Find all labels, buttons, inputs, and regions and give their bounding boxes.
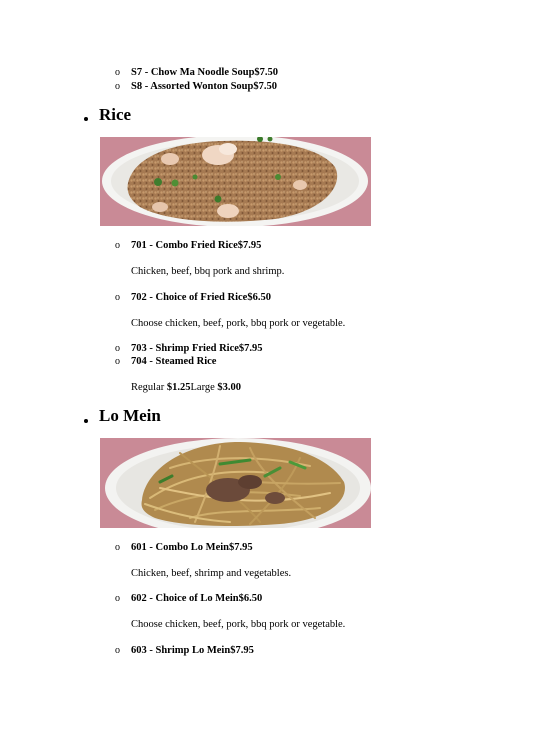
item-code: 701: [131, 240, 147, 251]
menu-item-s7: o S7 - Chow Ma Noodle Soup$7.50: [115, 67, 279, 78]
large-label: Large: [190, 382, 218, 393]
item-code: 702: [131, 292, 147, 303]
menu-item-s8: o S8 - Assorted Wonton Soup$7.50: [115, 81, 277, 92]
item-code: 601: [131, 542, 147, 553]
sub-bullet: o: [115, 542, 120, 553]
sub-bullet: o: [115, 343, 120, 354]
sub-bullet: o: [115, 645, 120, 656]
lo-mein-photo: [100, 438, 371, 528]
sub-bullet: o: [115, 292, 120, 303]
item-name: Combo Lo Mein: [155, 542, 229, 553]
fried-rice-photo: [100, 137, 371, 226]
item-code: 704: [131, 356, 147, 367]
item-price: $7.95: [238, 343, 263, 354]
item-name: Choice of Fried Rice: [155, 292, 248, 303]
item-name: Shrimp Fried Rice: [155, 343, 239, 354]
sub-bullet: o: [115, 593, 120, 604]
item-code: 602: [131, 593, 147, 604]
sub-bullet: o: [115, 356, 120, 367]
item-code: 603: [131, 645, 147, 656]
menu-item-704: o 704 - Steamed Rice: [115, 356, 217, 367]
menu-item-603: o 603 - Shrimp Lo Mein$7.95: [115, 645, 254, 656]
lo-mein-image: [100, 438, 371, 528]
item-price: $7.95: [229, 542, 253, 553]
large-price: $3.00: [217, 382, 242, 393]
section-bullet: [84, 117, 88, 121]
menu-item-601: o 601 - Combo Lo Mein$7.95: [115, 542, 253, 553]
item-price: $7.95: [230, 645, 254, 656]
item-price: $7.50: [254, 67, 279, 78]
menu-item-702: o 702 - Choice of Fried Rice$6.50: [115, 292, 271, 303]
item-price: $7.50: [253, 81, 277, 92]
item-code: S7: [131, 67, 143, 78]
menu-item-602: o 602 - Choice of Lo Mein$6.50: [115, 593, 263, 604]
item-name: Assorted Wonton Soup: [150, 81, 254, 92]
section-heading-lo-mein: Lo Mein: [99, 406, 161, 425]
item-price: $6.50: [247, 292, 271, 303]
item-name: Shrimp Lo Mein: [155, 645, 231, 656]
sub-bullet: o: [115, 67, 120, 78]
item-description: Chicken, beef, bbq pork and shrimp.: [131, 266, 285, 277]
section-bullet: [84, 419, 88, 423]
item-name: Steamed Rice: [155, 356, 217, 367]
section-heading-rice: Rice: [99, 105, 132, 124]
steamed-rice-prices: [131, 381, 241, 394]
item-code: 703: [131, 343, 147, 354]
regular-price: $1.25: [166, 382, 191, 393]
item-description: Choose chicken, beef, pork, bbq pork or vegetable.: [131, 318, 346, 329]
sub-bullet: o: [115, 240, 120, 251]
item-name: Choice of Lo Mein: [155, 593, 239, 604]
item-price: $6.50: [238, 593, 263, 604]
sub-bullet: o: [115, 81, 120, 92]
menu-item-703: o 703 - Shrimp Fried Rice$7.95: [115, 343, 263, 354]
item-description: Chicken, beef, shrimp and vegetables.: [131, 568, 292, 579]
item-price: $7.95: [237, 240, 262, 251]
item-code: S8: [131, 81, 143, 92]
menu-item-701: o 701 - Combo Fried Rice$7.95: [115, 240, 262, 251]
item-name: Combo Fried Rice: [155, 240, 238, 251]
item-name: Chow Ma Noodle Soup: [150, 67, 255, 78]
fried-rice-image: [100, 137, 371, 226]
item-description: Choose chicken, beef, pork, bbq pork or vegetable.: [131, 619, 346, 630]
regular-label: Regular: [131, 382, 167, 393]
